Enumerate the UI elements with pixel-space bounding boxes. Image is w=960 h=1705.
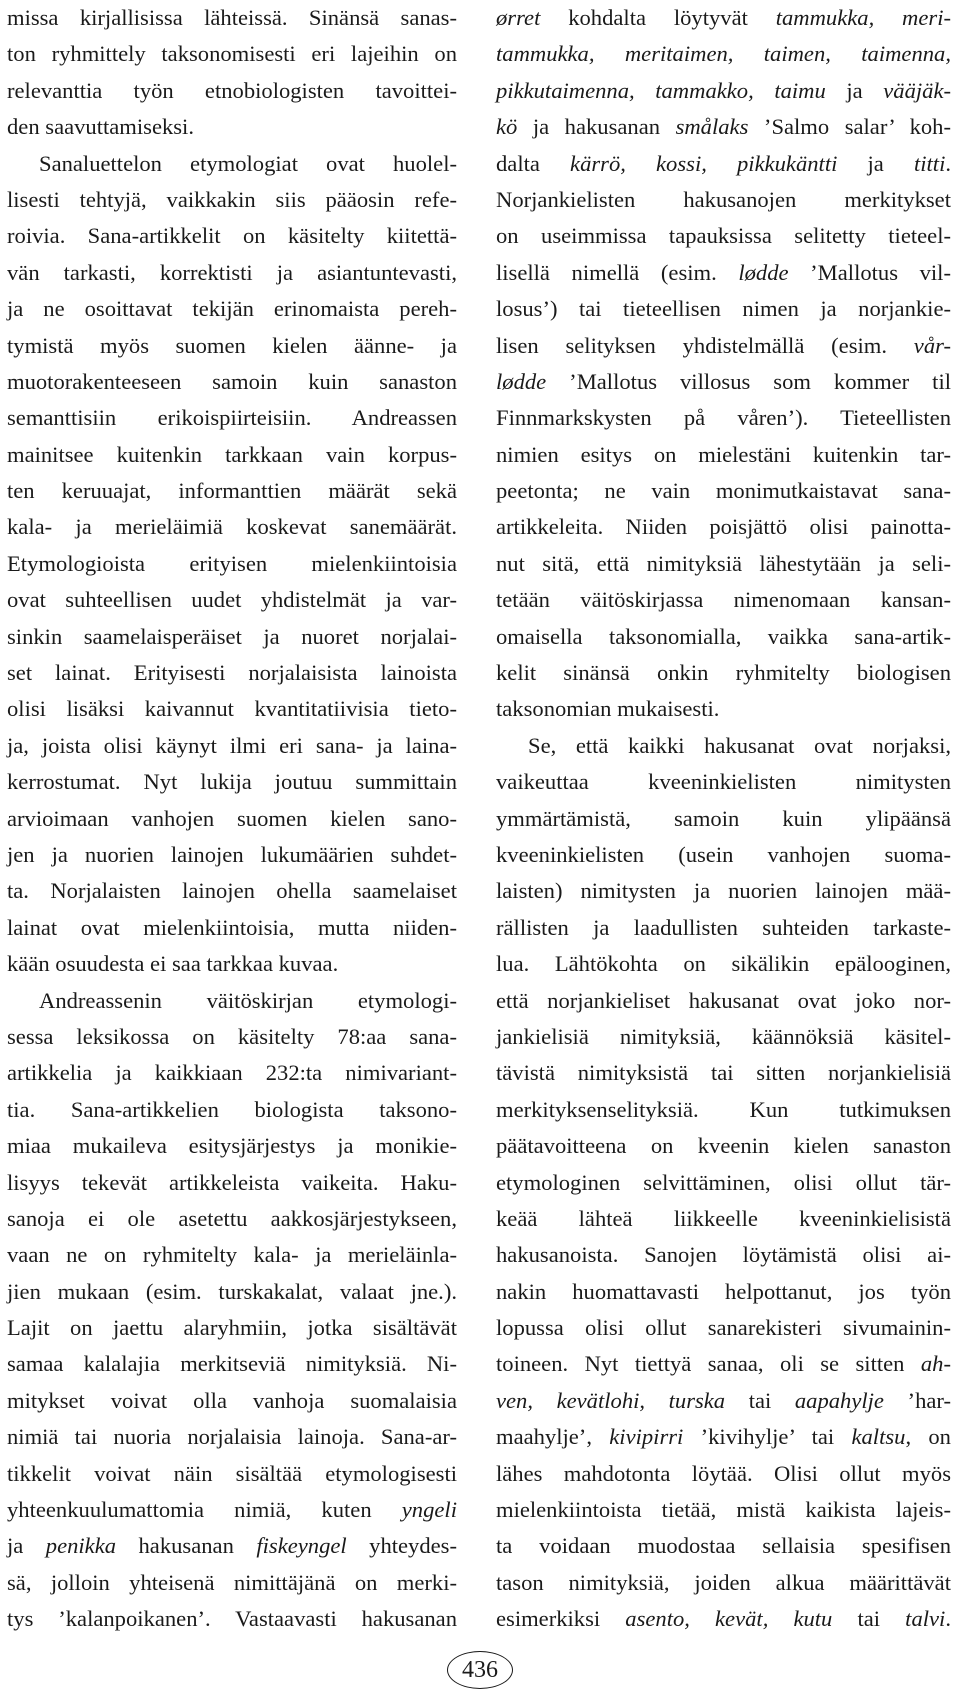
italic-term: aapahylje (794, 1387, 884, 1413)
text-run: tason nimityksiä, joiden alkua määrittävät (496, 1569, 951, 1595)
text-run: tävistä nimityksistä tai sitten norjankielisiä (496, 1060, 951, 1086)
text-line (496, 109, 951, 145)
text-line (7, 255, 457, 291)
text-line (7, 473, 457, 509)
text-run: muotorakenteeseen samoin kuin sanaston (7, 368, 457, 394)
text-line (7, 1528, 457, 1564)
text-line (7, 619, 457, 655)
text-run: tymistä myös suomen kielen äänne- ja (7, 332, 457, 358)
text-run: mitykset voivat olla vanhoja suomalaisia (7, 1387, 457, 1413)
text-run: lisen selityksen yhdistelmällä (esim. (496, 332, 914, 358)
text-run: Finnmarkskysten på våren’). Tieteellisten (496, 405, 951, 431)
text-run: miaa mukaileva esitysjärjestys ja monikie- (7, 1133, 457, 1159)
text-line (7, 1237, 457, 1273)
text-run: relevanttia työn etnobiologisten tavoittei- (7, 77, 457, 103)
text-line (496, 73, 951, 109)
text-run: vaikeuttaa kveeninkielisten nimitysten (496, 769, 951, 795)
text-run: vän tarkasti, korrektisti ja asiantuntevasti, (7, 259, 457, 285)
text-line (7, 1092, 457, 1128)
text-run: toineen. Nyt tiettyä sanaa, oli se sitten (496, 1351, 921, 1377)
text-line (496, 655, 951, 691)
text-run: ja (837, 150, 914, 176)
text-line (7, 1565, 457, 1601)
text-line (496, 1310, 951, 1346)
text-run: ja hakusanan (517, 114, 676, 140)
text-run: mielenkiintoista tietää, mistä kaikista lajeis- (496, 1497, 951, 1523)
text-run: artikkeleita. Niiden poisjättö olisi painotta- (496, 514, 951, 540)
left-column (7, 0, 457, 1638)
text-line (496, 910, 951, 946)
text-line (7, 1601, 457, 1637)
text-run: sinkin saamelaisperäiset ja nuoret norjalai- (7, 623, 457, 649)
text-run: ’Mallotus villosus som kommer til (546, 368, 951, 394)
text-run: sä, jolloin yhteisenä nimittäjänä on merki- (7, 1569, 457, 1595)
text-line (7, 1201, 457, 1237)
italic-term: kö (496, 114, 518, 140)
text-run: ymmärtämistä, samoin kuin ylipäänsä (496, 805, 951, 831)
text-line (496, 1128, 951, 1164)
text-run: artikkelia ja kaikkiaan 232:ta nimivariant- (7, 1060, 457, 1086)
text-line (7, 1492, 457, 1528)
text-run: ja (7, 1533, 46, 1559)
text-line (496, 837, 951, 873)
text-line (496, 582, 951, 618)
text-line (496, 873, 951, 909)
text-line (7, 1456, 457, 1492)
text-run: jen ja nuorien lainojen lukumäärien suhdet- (7, 841, 457, 867)
text-run: kveeninkielisten (usein vanhojen suoma- (496, 841, 951, 867)
italic-term: talvi (905, 1606, 946, 1632)
text-line (496, 1601, 951, 1637)
text-line (7, 400, 457, 436)
text-line (496, 1092, 951, 1128)
text-run: rällisten ja laadullisten suhteiden tarkaste- (496, 914, 951, 940)
text-line (496, 218, 951, 254)
text-run: semanttisiin erikoispiirteisiin. Andreassen (7, 405, 457, 431)
italic-term: yngeli (401, 1497, 457, 1523)
italic-term: tammukka, meritaimen, taimen, taimenna, (496, 41, 951, 67)
italic-term: fiskeyngel (256, 1533, 347, 1559)
text-line (496, 764, 951, 800)
text-line (7, 655, 457, 691)
text-line (7, 728, 457, 764)
text-line (496, 0, 951, 36)
text-run: lisesti tehtyjä, vaikkakin siis pääosin refe- (7, 186, 457, 212)
text-line (496, 946, 951, 982)
text-run: Andreassenin väitöskirjan etymologi- (39, 987, 457, 1013)
text-line (496, 36, 951, 72)
text-run: ta. Norjalaisten lainojen ohella saamelaiset (7, 878, 457, 904)
text-line (7, 801, 457, 837)
text-line (7, 218, 457, 254)
text-run: merkityksenselityksiä. Kun tutkimuksen (496, 1096, 951, 1122)
text-run: tia. Sana-artikkelien biologista taksono- (7, 1096, 457, 1122)
text-line (496, 1274, 951, 1310)
text-run: Se, että kaikki hakusanat ovat norjaksi, (528, 732, 951, 758)
text-line (7, 1383, 457, 1419)
text-run: kala- ja merieläimiä koskevat sanemäärät. (7, 514, 457, 540)
text-run: laisten) nimitysten ja nuorien lainojen mää- (496, 878, 951, 904)
text-run: keää lähteä liikkeelle kveeninkielisistä (496, 1205, 951, 1231)
text-line (7, 1419, 457, 1455)
text-line (496, 1492, 951, 1528)
text-line (496, 146, 951, 182)
text-run: on useimmissa tapauksissa selitetty tieteel- (496, 223, 951, 249)
page-number: 436 (447, 1651, 513, 1689)
text-run: ’har- (883, 1387, 951, 1413)
text-run: Lajit on jaettu alaryhmiin, jotka sisältävät (7, 1315, 457, 1341)
italic-term: ah- (920, 1351, 951, 1377)
text-line (496, 1165, 951, 1201)
text-run: tetään väitöskirjassa nimenomaan kansan- (496, 587, 951, 613)
text-run: sessa leksikossa on käsitelty 78:aa sana- (7, 1023, 457, 1049)
text-run: jankielisiä nimityksiä, käännöksiä käsitel- (496, 1023, 951, 1049)
italic-term: smålaks (675, 114, 749, 140)
text-run: ja (825, 77, 884, 103)
text-run: kään osuudesta ei saa tarkkaa kuvaa. (7, 951, 339, 977)
text-line (7, 691, 457, 727)
text-run: ton ryhmittely taksonomisesti eri lajeihin on (7, 41, 457, 67)
text-run: lopussa olisi ollut sanarekisteri sivumainin- (496, 1315, 951, 1341)
text-run: päätavoitteena on kveenin kielen sanaston (496, 1133, 951, 1159)
text-line (7, 837, 457, 873)
italic-term: tammukka, meri- (775, 5, 951, 30)
text-line (496, 182, 951, 218)
text-run: , on (905, 1424, 951, 1450)
text-line (496, 1237, 951, 1273)
text-run: missa kirjallisissa lähteissä. Sinänsä sanas- (7, 5, 457, 30)
text-run: losus’) tai tieteellisen nimen ja norjankie- (496, 296, 951, 322)
text-line (496, 509, 951, 545)
text-line (496, 400, 951, 436)
text-line (496, 691, 951, 727)
text-run: taksonomian mukaisesti. (496, 696, 720, 722)
text-line (496, 546, 951, 582)
text-run: ten keruuajat, informanttien määrät sekä (7, 478, 457, 504)
text-line (496, 473, 951, 509)
text-line (496, 1019, 951, 1055)
text-line (7, 437, 457, 473)
text-line (7, 1310, 457, 1346)
text-line (7, 509, 457, 545)
text-line (496, 255, 951, 291)
text-run: että norjankieliset hakusanat ovat joko nor- (496, 987, 951, 1013)
italic-term: ven, kevätlohi, turska (496, 1387, 726, 1413)
text-run: nut sitä, että nimityksiä lähestytään ja seli- (496, 550, 951, 576)
text-line (7, 910, 457, 946)
text-line (7, 109, 457, 145)
text-run: lisyys tekevät artikkeleista vaikeita. Haku- (7, 1169, 457, 1195)
text-run: Norjankielisten hakusanojen merkitykset (496, 186, 951, 212)
text-line (496, 1346, 951, 1382)
text-line (7, 36, 457, 72)
italic-term: pikkutaimenna, tammakko, taimu (496, 77, 826, 103)
text-run: hakusanoista. Sanojen löytämistä olisi ai- (496, 1242, 951, 1268)
text-line (496, 983, 951, 1019)
text-line (7, 73, 457, 109)
text-line (7, 1274, 457, 1310)
text-line (7, 1055, 457, 1091)
text-run: dalta (496, 150, 571, 176)
text-run: tikkelit voivat näin sisältää etymologisesti (7, 1460, 457, 1486)
text-run: etymologinen selvittäminen, olisi ollut tär- (496, 1169, 951, 1195)
italic-term: vår- (913, 332, 951, 358)
text-run: lisellä nimellä (esim. (496, 259, 739, 285)
text-line (7, 582, 457, 618)
text-line (7, 291, 457, 327)
text-line (7, 873, 457, 909)
text-run: ’Salmo salar’ koh- (748, 114, 951, 140)
text-run: kelit sinänsä onkin ryhmitelty biologisen (496, 660, 951, 686)
text-run: yhteenkuulumattomia nimiä, kuten (7, 1497, 402, 1523)
text-line (496, 1565, 951, 1601)
text-line (496, 1383, 951, 1419)
text-line (7, 764, 457, 800)
text-line (7, 146, 457, 182)
text-run: Sanaluettelon etymologiat ovat huolel- (39, 150, 457, 176)
text-line (496, 1419, 951, 1455)
text-run: tys ’kalanpoikanen’. Vastaavasti hakusanan (7, 1606, 457, 1632)
text-run: yhteydes- (346, 1533, 457, 1559)
text-run: olisi lisäksi kaivannut kvantitatiivisia tieto- (7, 696, 457, 722)
text-run: arvioimaan vanhojen suomen kielen sano- (7, 805, 457, 831)
text-line (496, 291, 951, 327)
text-line (496, 1201, 951, 1237)
text-run: peetonta; ne vain monimutkaistavat sana- (496, 478, 951, 504)
italic-term: kivipirri (609, 1424, 684, 1450)
text-run: kerrostumat. Nyt lukija joutuu summittain (7, 769, 457, 795)
italic-term: lødde (496, 368, 547, 394)
text-run: roivia. Sana-artikkelit on käsitelty kiitettä- (7, 223, 457, 249)
text-run: nimiä tai nuoria norjalaisia lainoja. Sana-ar- (7, 1424, 457, 1450)
italic-term: lødde (738, 259, 789, 285)
text-run: tai (725, 1387, 795, 1413)
text-run: esimerkiksi (496, 1606, 626, 1632)
italic-term: asento, kevät, kutu (625, 1606, 833, 1632)
text-run: Etymologioista erityisen mielenkiintoisia (7, 550, 457, 576)
text-run: ta voidaan muodostaa sellaisia spesifisen (496, 1533, 951, 1559)
text-line (7, 328, 457, 364)
text-line (7, 1346, 457, 1382)
text-run: vaan ne on ryhmitelty kala- ja merieläinla- (7, 1242, 457, 1268)
text-run: ja, joista olisi käynyt ilmi eri sana- ja laina- (7, 732, 457, 758)
text-line (496, 619, 951, 655)
text-line (7, 1128, 457, 1164)
text-run: hakusanan (116, 1533, 257, 1559)
text-run: set lainat. Erityisesti norjalaisista lainoista (7, 660, 457, 686)
italic-term: kärrö, kossi, pikkukäntti (570, 150, 838, 176)
text-line (496, 801, 951, 837)
text-line (7, 946, 457, 982)
italic-term: kaltsu (851, 1424, 906, 1450)
italic-term: titti (913, 150, 946, 176)
text-run: mainitsee kuitenkin tarkkaan vain korpus- (7, 441, 457, 467)
text-run: den saavuttamiseksi. (7, 114, 194, 140)
page-number-badge (0, 1651, 960, 1689)
text-run: samaa kalalajia merkitseviä nimityksiä. Ni- (7, 1351, 457, 1377)
text-line (7, 983, 457, 1019)
text-line (496, 1528, 951, 1564)
italic-term: vääjäk- (883, 77, 952, 103)
text-line (7, 364, 457, 400)
text-run: nimien esitys on mielestäni kuitenkin tar- (496, 441, 951, 467)
text-line (496, 364, 951, 400)
text-run: . (945, 150, 952, 176)
text-line (496, 1456, 951, 1492)
text-run: maahylje’, (496, 1424, 610, 1450)
text-run: nakin huomattavasti helpottanut, jos työn (496, 1278, 951, 1304)
right-column (496, 0, 951, 1638)
text-run: sanoja ei ole asetettu aakkosjärjestykseen, (7, 1205, 457, 1231)
text-run: ’Mallotus vil- (788, 259, 951, 285)
text-run: . (945, 1606, 951, 1632)
text-run: lainat ovat mielenkiintoisia, mutta niiden- (7, 914, 457, 940)
text-line (496, 1055, 951, 1091)
italic-term: ørret (496, 5, 541, 30)
text-line (7, 182, 457, 218)
text-run: ’kivihylje’ tai (683, 1424, 852, 1450)
text-line (496, 437, 951, 473)
text-line (7, 0, 457, 36)
text-run: omaisella taksonomialla, vaikka sana-artik- (496, 623, 951, 649)
text-line (496, 728, 951, 764)
text-line (7, 1165, 457, 1201)
text-run: tai (832, 1606, 906, 1632)
text-run: ja ne osoittavat tekijän erinomaista pereh- (7, 296, 457, 322)
text-line (7, 546, 457, 582)
text-run: lua. Lähtökohta on sikälikin epälooginen, (496, 951, 951, 977)
text-run: kohdalta löytyvät (540, 5, 776, 30)
text-run: ovat suhteellisen uudet yhdistelmät ja var- (7, 587, 457, 613)
text-run: jien mukaan (esim. turskakalat, valaat jne.). (7, 1278, 457, 1304)
text-line (7, 1019, 457, 1055)
text-run: lähes mahdotonta löytää. Olisi ollut myös (496, 1460, 951, 1486)
italic-term: penikka (45, 1533, 117, 1559)
text-line (496, 328, 951, 364)
